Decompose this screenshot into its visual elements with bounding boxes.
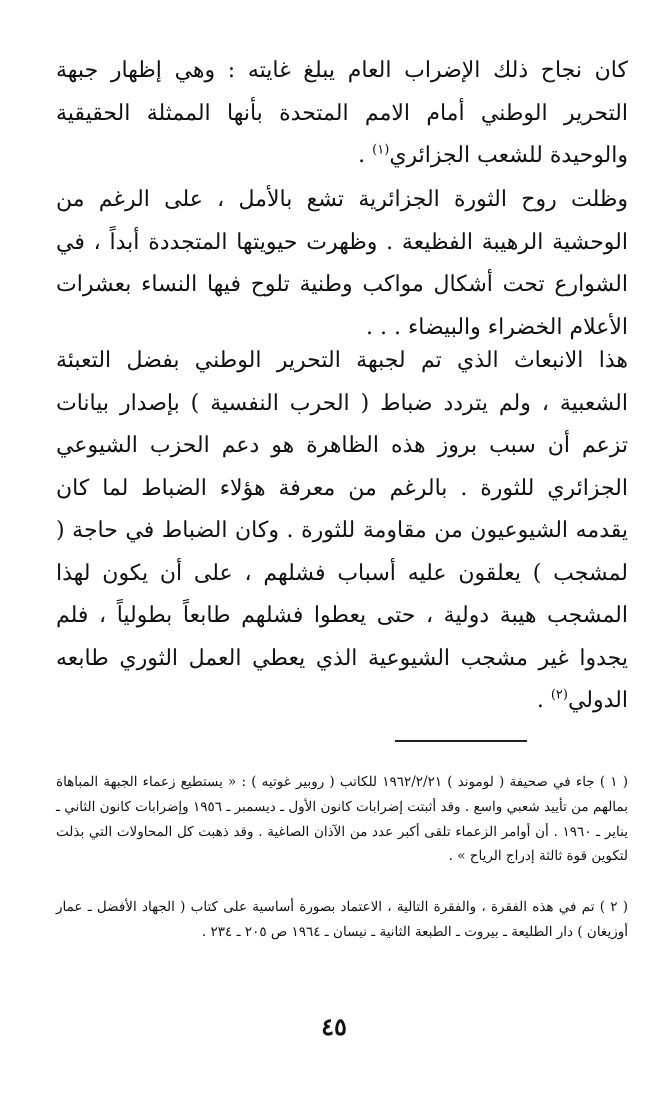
paragraph-3 (56, 340, 628, 723)
paragraph-3-end: . (536, 688, 551, 713)
page-number: ٤٥ (321, 1012, 347, 1041)
paragraph-1 (56, 50, 628, 178)
footnote-ref-1[interactable]: (١) (372, 142, 390, 158)
footnote-2: ( ٢ ) تم في هذه الفقرة ، والفقرة التالية ، الاعتماد بصورة أساسية على كتاب ( الجهاد الأفضل ـ عمار أوزيغان ) دار الطليعة ـ بيروت ـ الطبعة الثانية ـ نيسان ـ ١٩٦٤ ص ٢٠٥ ـ ٢٣٤ . (56, 899, 628, 940)
paragraph-2-text: وظلت روح الثورة الجزائرية تشع بالأمل ، على الرغم من الوحشية الرهيبة الفظيعة . وظهرت حيويتها المتجددة أبداً ، في الشوارع تحت أشكال مواكب وطنية تلوح فيها النساء بعشرات الأعلام الخضراء والبيضاء . . . (56, 187, 628, 340)
footnote-ref-2[interactable]: (٢) (550, 687, 568, 703)
paragraph-1-text: كان نجاح ذلك الإضراب العام يبلغ غايته : وهي إظهار جبهة التحرير الوطني أمام الامم المتحدة بأنها الممثلة الحقيقية والوحيدة للشعب الجزائري (56, 58, 628, 168)
paragraph-1-end: . (358, 143, 373, 168)
paragraph-3-text: هذا الانبعاث الذي تم لجبهة التحرير الوطني بفضل التعبئة الشعبية ، ولم يتردد ضباط ( الحرب النفسية ) بإصدار بيانات تزعم أن سبب بروز هذه الظاهرة هو دعم الحزب الشيوعي الجزائري للثورة . بالرغم من معرفة هؤلاء الضباط لما كان يقدمه الشيوعيون من مقاومة للثورة . وكان الضباط في حاجة ( لمشجب ) يعلقون عليه أسباب فشلهم ، على أن يكون لهذا المشجب هيبة دولية ، حتى يعطوا فشلهم طابعاً بطولياً ، فلم يجدوا غير مشجب الشيوعية الذي يعطي العمل الثوري طابعه الدولي (56, 348, 628, 713)
footnote-divider (395, 740, 527, 742)
footnote-1: ( ١ ) جاء في صحيفة ( لوموند ) ١٩٦٢/٢/٢١ للكاتب ( روبير غوتيه ) : « يستطيع زعماء الجبهة المباهاة بمالهم من تأييد شعبي واسع . وقد أثبتت إضرابات كانون الأول ـ ديسمبر ـ ١٩٥٦ وإضرابات كانون الثاني ـ يناير ـ ١٩٦٠ . أن أوامر الزعماء تلقى أكبر عدد من الآذان الصاغية . وقد ذهبت كل المحاولات التي بذلت لتكوين قوة ثالثة إدراج الرياح » . (56, 774, 628, 865)
paragraph-2 (56, 179, 628, 349)
